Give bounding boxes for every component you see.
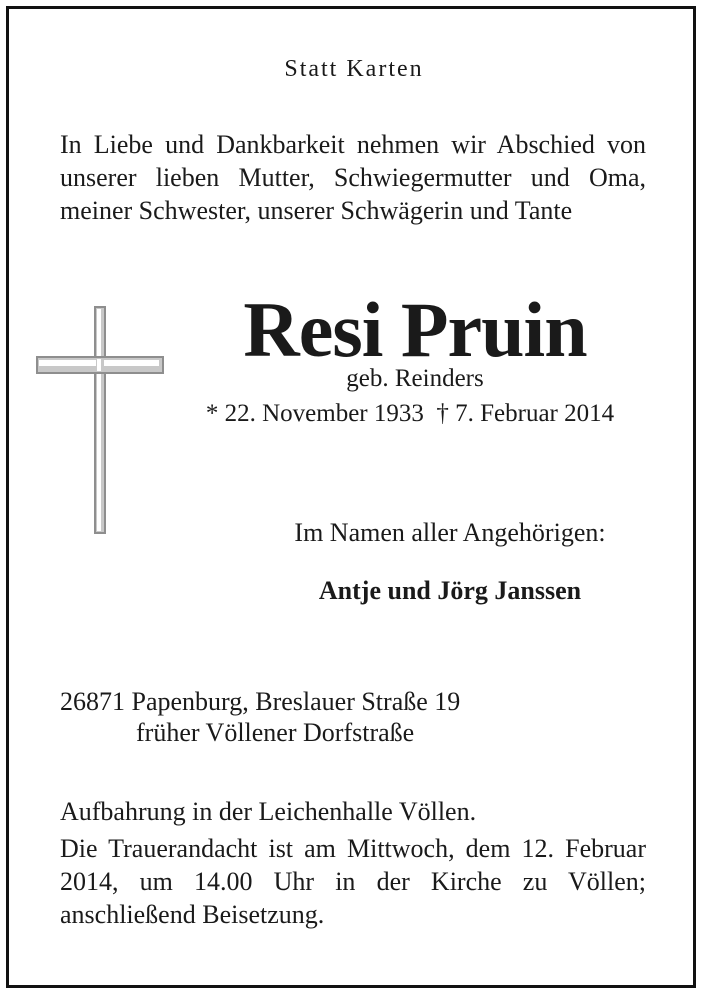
intro-text: In Liebe und Dankbarkeit nehmen wir Abschied von unserer lieben Mutter, Schwiegermutter und Oma, meiner Schwester, unserer Schwägerin und Tante <box>60 130 646 225</box>
header-statt-karten: Statt Karten <box>284 56 424 82</box>
service-info: Die Trauerandacht ist am Mittwoch, dem 12. Februar 2014, um 14.00 Uhr in der Kirche zu Völlen; anschließend Beisetzung. <box>60 834 646 929</box>
deceased-name: Resi Pruin <box>243 286 587 373</box>
birth-name: geb. Reinders <box>346 365 484 392</box>
family-names: Antje und Jörg Janssen <box>318 576 582 605</box>
birth-date: * 22. November 1933 <box>205 400 424 427</box>
death-date: † 7. Februar 2014 <box>436 400 615 427</box>
family-intro: Im Namen aller Angehörigen: <box>294 518 606 547</box>
address-former: früher Völlener Dorfstraße <box>136 718 415 747</box>
cross-icon <box>34 304 166 536</box>
address-street: 26871 Papenburg, Breslauer Straße 19 <box>60 687 461 716</box>
address-block <box>60 686 460 748</box>
life-dates <box>160 397 660 431</box>
viewing-info: Aufbahrung in der Leichenhalle Völlen. <box>60 797 477 826</box>
